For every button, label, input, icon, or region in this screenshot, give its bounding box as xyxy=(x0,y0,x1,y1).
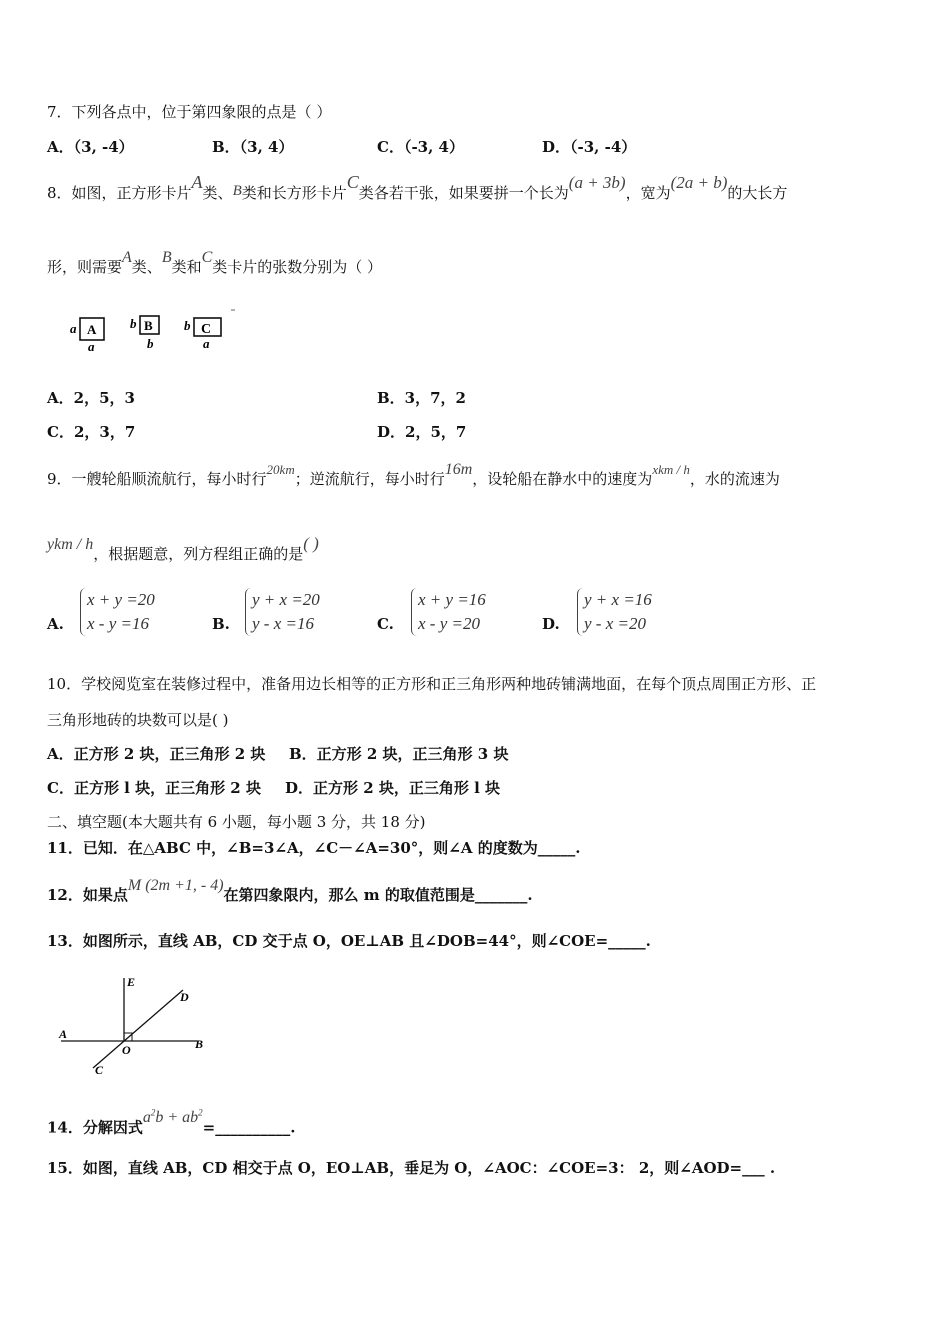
q10-option-c: C．正方形 l 块，正三角形 2 块 xyxy=(47,779,261,797)
q8-B: B xyxy=(232,183,242,199)
q10-stem-line2: 三角形地砖的块数可以是( ) xyxy=(47,711,229,729)
q8-text-4: 类各若干张，如果要拼一个长为 xyxy=(358,184,569,202)
q9-option-b-eq2: y - x =16 xyxy=(252,614,314,633)
q8-card-b-bottom: b xyxy=(147,336,154,351)
q9-option-d-system xyxy=(577,588,652,636)
q9-option-a-system xyxy=(80,588,155,636)
q9-upstream-speed: 16m xyxy=(444,461,473,478)
q8-C: C xyxy=(346,172,359,192)
q8-line2-text-1: 形，则需要 xyxy=(47,258,123,276)
q11: 11．已知．在△ABC 中，∠B=3∠A，∠C－∠A=30°，则∠A 的度数为_____. xyxy=(47,839,581,857)
q9-option-a-eq2: x - y =16 xyxy=(87,614,149,633)
q8-stem-line1 xyxy=(47,172,788,204)
q12-point-m: M (2m +1, - 4) xyxy=(127,877,224,894)
q8-card-a-label: A xyxy=(87,322,97,337)
q9-option-c-system xyxy=(411,588,486,636)
q12-text-1: 12．如果点 xyxy=(47,886,128,904)
q8-line2-A: A xyxy=(122,249,132,266)
q9-option-d-eq1: y + x =16 xyxy=(584,590,652,609)
q8-card-a xyxy=(70,318,104,354)
q9-downstream-speed: 20km xyxy=(266,462,295,477)
q8-text-3: 类和长方形卡片 xyxy=(241,184,347,202)
q9-option-a-eq1: x + y =20 xyxy=(87,590,155,609)
q9-text-4: ，水的流速为 xyxy=(689,470,780,488)
q9-stem-line1 xyxy=(47,461,780,490)
q9-text-5: ，根据题意，列方程组正确的是 xyxy=(93,545,304,563)
q13-label-a: A xyxy=(59,1027,68,1041)
q9-option-c-eq2: x - y =20 xyxy=(418,614,480,633)
q7-option-b: B．（3, 4） xyxy=(212,138,294,156)
q9-stem-line2 xyxy=(47,534,319,565)
q13-label-d: D xyxy=(180,990,189,1004)
q13-label-b: B xyxy=(195,1037,204,1051)
q8-card-a-bottom: a xyxy=(88,339,95,354)
q7-stem: 7．下列各点中，位于第四象限的点是（ ） xyxy=(47,103,332,121)
q14 xyxy=(47,1108,296,1138)
q8-text-1: 8．如图，正方形卡片 xyxy=(47,184,192,202)
q8-card-b-side: b xyxy=(130,316,137,331)
q14-text-1: 14．分解因式 xyxy=(47,1118,143,1137)
q10-option-a: A．正方形 2 块，正三角形 2 块 xyxy=(47,745,266,763)
q9-still-speed: xkm / h xyxy=(652,462,690,477)
q8-length: (a + 3b) xyxy=(568,173,626,192)
q10-stem-line1: 10．学校阅览室在装修过程中，准备用边长相等的正方形和正三角形两种地砖铺满地面，在每个顶点周围正方形、正 xyxy=(47,675,817,693)
q8-card-c-label: C xyxy=(201,322,212,337)
q7-option-c: C．（-3, 4） xyxy=(377,138,464,156)
q13-label-e: E xyxy=(127,975,136,989)
q8-line2-text-3: 类和 xyxy=(171,258,202,276)
q7-option-a: A．（3, -4） xyxy=(47,138,134,156)
q8-option-a: A．2，5，3 xyxy=(47,389,135,407)
q8-option-d: D．2，5，7 xyxy=(377,423,467,441)
q8-stem-line2 xyxy=(47,249,383,278)
q8-card-c-bottom: a xyxy=(203,336,210,351)
q13: 13．如图所示，直线 AB，CD 交于点 O，OE⊥AB 且∠DOB=44°，则∠COE=_____. xyxy=(47,932,651,950)
q8-card-b xyxy=(130,316,159,351)
q9-option-b-label: B. xyxy=(212,615,230,633)
q10-option-b: B．正方形 2 块，正三角形 3 块 xyxy=(289,745,509,763)
q8-cards-figure xyxy=(66,306,246,354)
q8-A: A xyxy=(191,172,203,192)
q8-text-6: 的大长方 xyxy=(727,184,788,202)
q8-line2-C: C xyxy=(201,249,213,266)
q9-text-1: 9．一艘轮船顺流航行，每小时行 xyxy=(47,470,267,488)
q14-expr-b: b + ab xyxy=(155,1109,199,1127)
q8-text-2: 类、 xyxy=(202,184,233,202)
q8-text-5: ，宽为 xyxy=(625,184,671,202)
q8-card-c-side: b xyxy=(184,318,191,333)
q14-expr-sup2: 2 xyxy=(198,1108,203,1118)
q8-option-c: C．2，3，7 xyxy=(47,423,136,441)
q9-option-b-eq1: y + x =20 xyxy=(252,590,320,609)
q13-label-o: O xyxy=(122,1043,131,1057)
q9-option-b-system xyxy=(245,588,320,636)
q9-option-c-eq1: x + y =16 xyxy=(418,590,486,609)
q9-text-2: ；逆流航行，每小时行 xyxy=(294,470,445,488)
q12 xyxy=(47,877,533,906)
q9-option-c-label: C. xyxy=(377,615,394,633)
q10-option-d: D．正方形 2 块，正三角形 l 块 xyxy=(285,779,501,797)
q8-width: (2a + b) xyxy=(670,173,728,192)
q8-line2-text-2: 类、 xyxy=(131,258,162,276)
q13-line-cd xyxy=(93,990,183,1068)
q7-option-d: D．（-3, -4） xyxy=(542,138,637,156)
q9-option-d-label: D. xyxy=(542,615,560,633)
q8-card-a-side: a xyxy=(70,321,77,336)
q14-expr-a: a xyxy=(142,1109,151,1127)
q9-option-d-eq2: y - x =20 xyxy=(584,614,646,633)
q12-text-2: 在第四象限内，那么 m 的取值范围是_______. xyxy=(223,886,533,904)
q13-figure xyxy=(55,970,220,1080)
q8-option-b: B．3，7，2 xyxy=(377,389,466,407)
q9-water-speed: ykm / h xyxy=(47,536,94,553)
q13-label-c: C xyxy=(95,1063,104,1077)
section-2-heading: 二、填空题(本大题共有 6 小题，每小题 3 分，共 18 分) xyxy=(47,813,426,831)
q8-line2-B: B xyxy=(161,249,172,266)
q8-card-b-label: B xyxy=(144,318,153,333)
q8-line2-text-4: 类卡片的张数分别为（ ） xyxy=(212,258,383,276)
q8-card-c xyxy=(184,318,221,351)
q14-expr-sup1: 2 xyxy=(150,1108,156,1118)
q9-answer-paren: ( ) xyxy=(303,534,319,553)
q9-text-3: ，设轮船在静水中的速度为 xyxy=(472,470,653,488)
q15: 15．如图，直线 AB，CD 相交于点 O，EO⊥AB，垂足为 O，∠AOC：∠COE=3： 2，则∠AOD=___ . xyxy=(47,1159,776,1177)
q9-option-a-label: A. xyxy=(47,615,64,633)
q14-text-2: =__________. xyxy=(202,1118,296,1137)
